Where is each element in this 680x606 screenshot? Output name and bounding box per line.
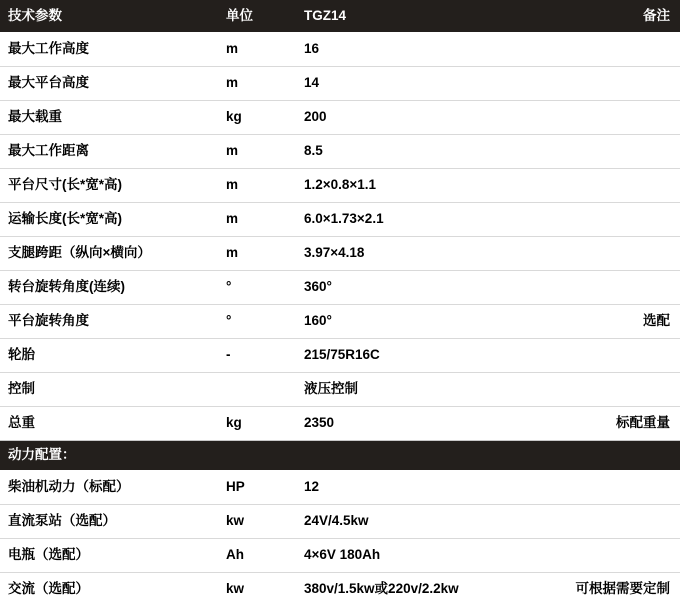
header-cell-value: TGZ14	[304, 7, 347, 23]
cell-value: 3.97×4.18	[296, 236, 542, 270]
table-row	[0, 66, 680, 100]
cell-param: 柴油机动力（标配）	[0, 470, 218, 504]
cell-remark	[542, 236, 680, 270]
cell-param: 平台尺寸(长*宽*高)	[0, 168, 218, 202]
cell-unit	[218, 372, 296, 406]
header-cell-unit: 单位	[226, 7, 253, 23]
cell-remark	[542, 66, 680, 100]
cell-value: 16	[296, 32, 542, 66]
cell-remark	[542, 470, 680, 504]
cell-unit: m	[218, 202, 296, 236]
cell-remark	[542, 538, 680, 572]
cell-value: 2350	[296, 406, 542, 440]
cell-param: 轮胎	[0, 338, 218, 372]
table-row	[0, 236, 680, 270]
table-row	[0, 100, 680, 134]
table-row	[0, 406, 680, 440]
table-row	[0, 134, 680, 168]
cell-unit: °	[218, 270, 296, 304]
cell-value: 12	[296, 470, 542, 504]
cell-value: 14	[296, 66, 542, 100]
cell-param: 直流泵站（选配）	[0, 504, 218, 538]
table-row	[0, 168, 680, 202]
cell-value: 160°	[296, 304, 542, 338]
cell-param: 控制	[0, 372, 218, 406]
header-cell-remark: 备注	[643, 7, 670, 23]
cell-value: 1.2×0.8×1.1	[296, 168, 542, 202]
cell-unit: m	[218, 236, 296, 270]
cell-param: 电瓶（选配）	[0, 538, 218, 572]
cell-remark: 标配重量	[542, 406, 680, 440]
cell-param: 最大工作高度	[0, 32, 218, 66]
table-row	[0, 572, 680, 606]
cell-value: 215/75R16C	[296, 338, 542, 372]
cell-remark	[542, 202, 680, 236]
table-row	[0, 338, 680, 372]
cell-value: 380v/1.5kw或220v/2.2kw	[304, 581, 459, 597]
table-row	[0, 470, 680, 504]
table-row	[0, 32, 680, 66]
cell-unit: kw	[218, 504, 296, 538]
cell-remark	[542, 372, 680, 406]
cell-unit: kw	[226, 581, 245, 597]
cell-unit: kg	[218, 406, 296, 440]
cell-param: 最大载重	[0, 100, 218, 134]
cell-unit: m	[218, 134, 296, 168]
cell-param: 最大平台高度	[0, 66, 218, 100]
section-title: 动力配置：	[8, 447, 76, 463]
section-header-row-power	[0, 440, 680, 470]
table-row	[0, 372, 680, 406]
cell-remark	[542, 32, 680, 66]
cell-remark	[542, 100, 680, 134]
cell-param: 最大工作距离	[0, 134, 218, 168]
cell-param: 总重	[0, 406, 218, 440]
cell-param: 交流（选配）	[8, 581, 89, 597]
cell-value: 360°	[296, 270, 542, 304]
cell-unit: Ah	[218, 538, 296, 572]
cell-param: 支腿跨距（纵向×横向）	[0, 236, 218, 270]
cell-param: 平台旋转角度	[0, 304, 218, 338]
cell-unit: HP	[218, 470, 296, 504]
cell-value: 8.5	[296, 134, 542, 168]
cell-remark: 可根据需要定制	[575, 581, 670, 597]
cell-unit: °	[218, 304, 296, 338]
cell-remark: 选配	[542, 304, 680, 338]
cell-remark	[542, 168, 680, 202]
cell-value: 4×6V 180Ah	[296, 538, 542, 572]
cell-value: 24V/4.5kw	[296, 504, 542, 538]
cell-value: 6.0×1.73×2.1	[296, 202, 542, 236]
table-header-row	[0, 0, 680, 32]
cell-remark	[542, 338, 680, 372]
table-row	[0, 504, 680, 538]
cell-param: 运输长度(长*宽*高)	[0, 202, 218, 236]
cell-value: 200	[296, 100, 542, 134]
cell-unit: m	[218, 66, 296, 100]
table-row	[0, 538, 680, 572]
table-row	[0, 304, 680, 338]
cell-unit: m	[218, 168, 296, 202]
cell-unit: kg	[218, 100, 296, 134]
cell-value: 液压控制	[296, 372, 542, 406]
cell-remark	[542, 504, 680, 538]
table-row	[0, 270, 680, 304]
cell-unit: -	[218, 338, 296, 372]
cell-remark	[542, 270, 680, 304]
header-cell-param: 技术参数	[8, 7, 62, 23]
cell-remark	[542, 134, 680, 168]
table-row	[0, 202, 680, 236]
cell-unit: m	[218, 32, 296, 66]
cell-param: 转台旋转角度(连续)	[0, 270, 218, 304]
